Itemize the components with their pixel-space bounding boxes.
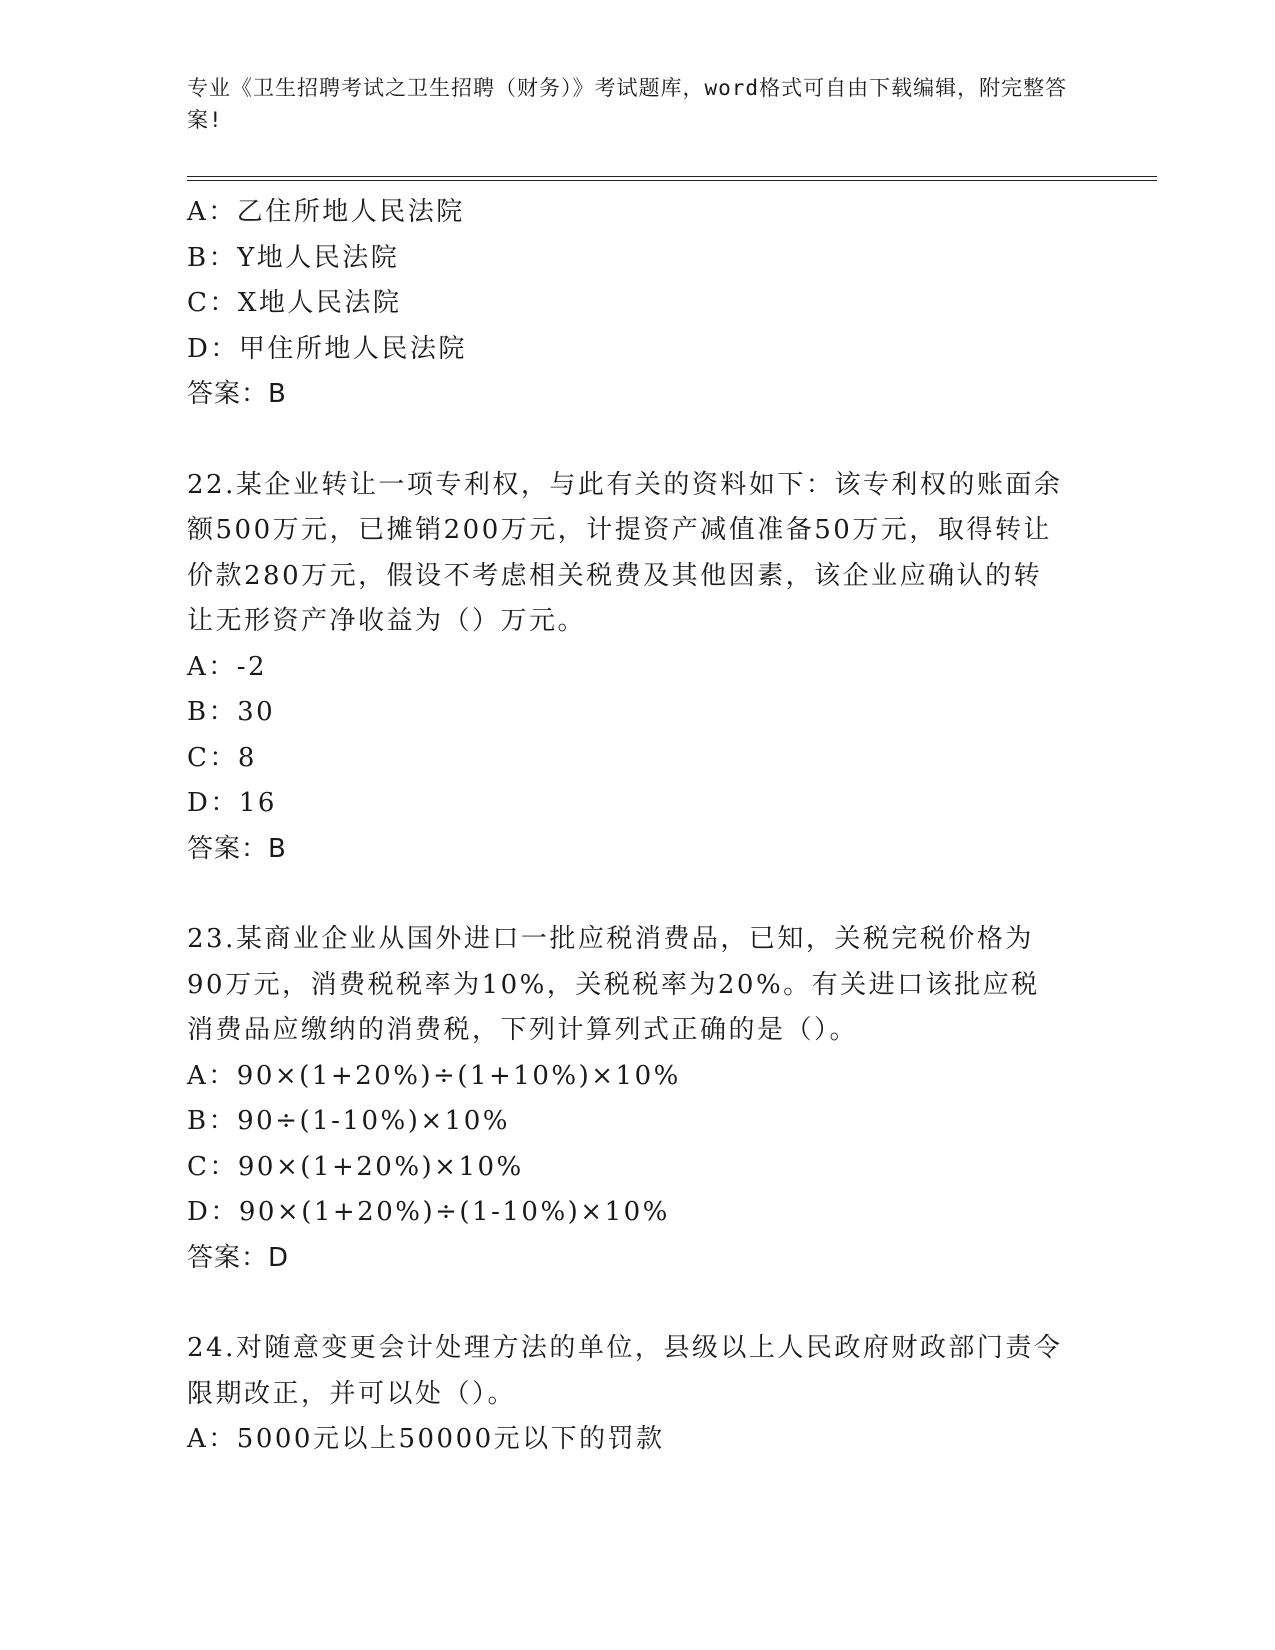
question-24 xyxy=(187,1326,1087,1463)
option-b: B：Y地人民法院 xyxy=(187,242,400,273)
option-b: B：90÷(1-10%)×10% xyxy=(187,1106,510,1136)
option-a: A：-2 xyxy=(187,651,268,682)
option-c: C：8 xyxy=(187,742,257,773)
option-b: B：30 xyxy=(187,697,276,727)
option-d: D：90×(1+20%)÷(1-10%)×10% xyxy=(187,1197,670,1227)
answer-line: 答案：B xyxy=(187,833,287,864)
option-d: D：甲住所地人民法院 xyxy=(187,333,467,364)
option-c: C：90×(1+20%)×10% xyxy=(187,1151,524,1182)
question-21 xyxy=(187,190,1087,418)
question-22 xyxy=(187,463,1087,873)
option-d: D：16 xyxy=(187,788,277,818)
option-a: A：5000元以上50000元以下的罚款 xyxy=(187,1424,665,1454)
page-header: 专业《卫生招聘考试之卫生招聘（财务）》考试题库，word格式可自由下载编辑，附完整答案! xyxy=(187,76,1068,132)
header-rule xyxy=(187,176,1157,181)
option-a: A：乙住所地人民法院 xyxy=(187,197,465,227)
answer-line: 答案：D xyxy=(187,1242,290,1273)
question-list xyxy=(187,190,1087,1463)
document-page xyxy=(187,72,1157,1454)
answer-line: 答案：B xyxy=(187,379,287,409)
option-c: C：X地人民法院 xyxy=(187,288,402,318)
question-text: 22.某企业转让一项专利权，与此有关的资料如下：该专利权的账面余额500万元，已摊销200万元，计提资产减值准备50万元，取得转让价款280万元，假设不考虑相关税费及其他因素，该企业应确认的转让无形资产净收益为（）万元。 xyxy=(187,469,1063,636)
question-23 xyxy=(187,917,1087,1281)
question-text: 23.某商业企业从国外进口一批应税消费品，已知，关税完税价格为90万元，消费税税率为10%，关税税率为20%。有关进口该批应税消费品应缴纳的消费税，下列计算列式正确的是（）。 xyxy=(187,924,1040,1045)
option-a: A：90×(1+20%)÷(1+10%)×10% xyxy=(187,1060,681,1091)
question-text: 24.对随意变更会计处理方法的单位，县级以上人民政府财政部门责令限期改正，并可以处（）。 xyxy=(187,1333,1063,1409)
